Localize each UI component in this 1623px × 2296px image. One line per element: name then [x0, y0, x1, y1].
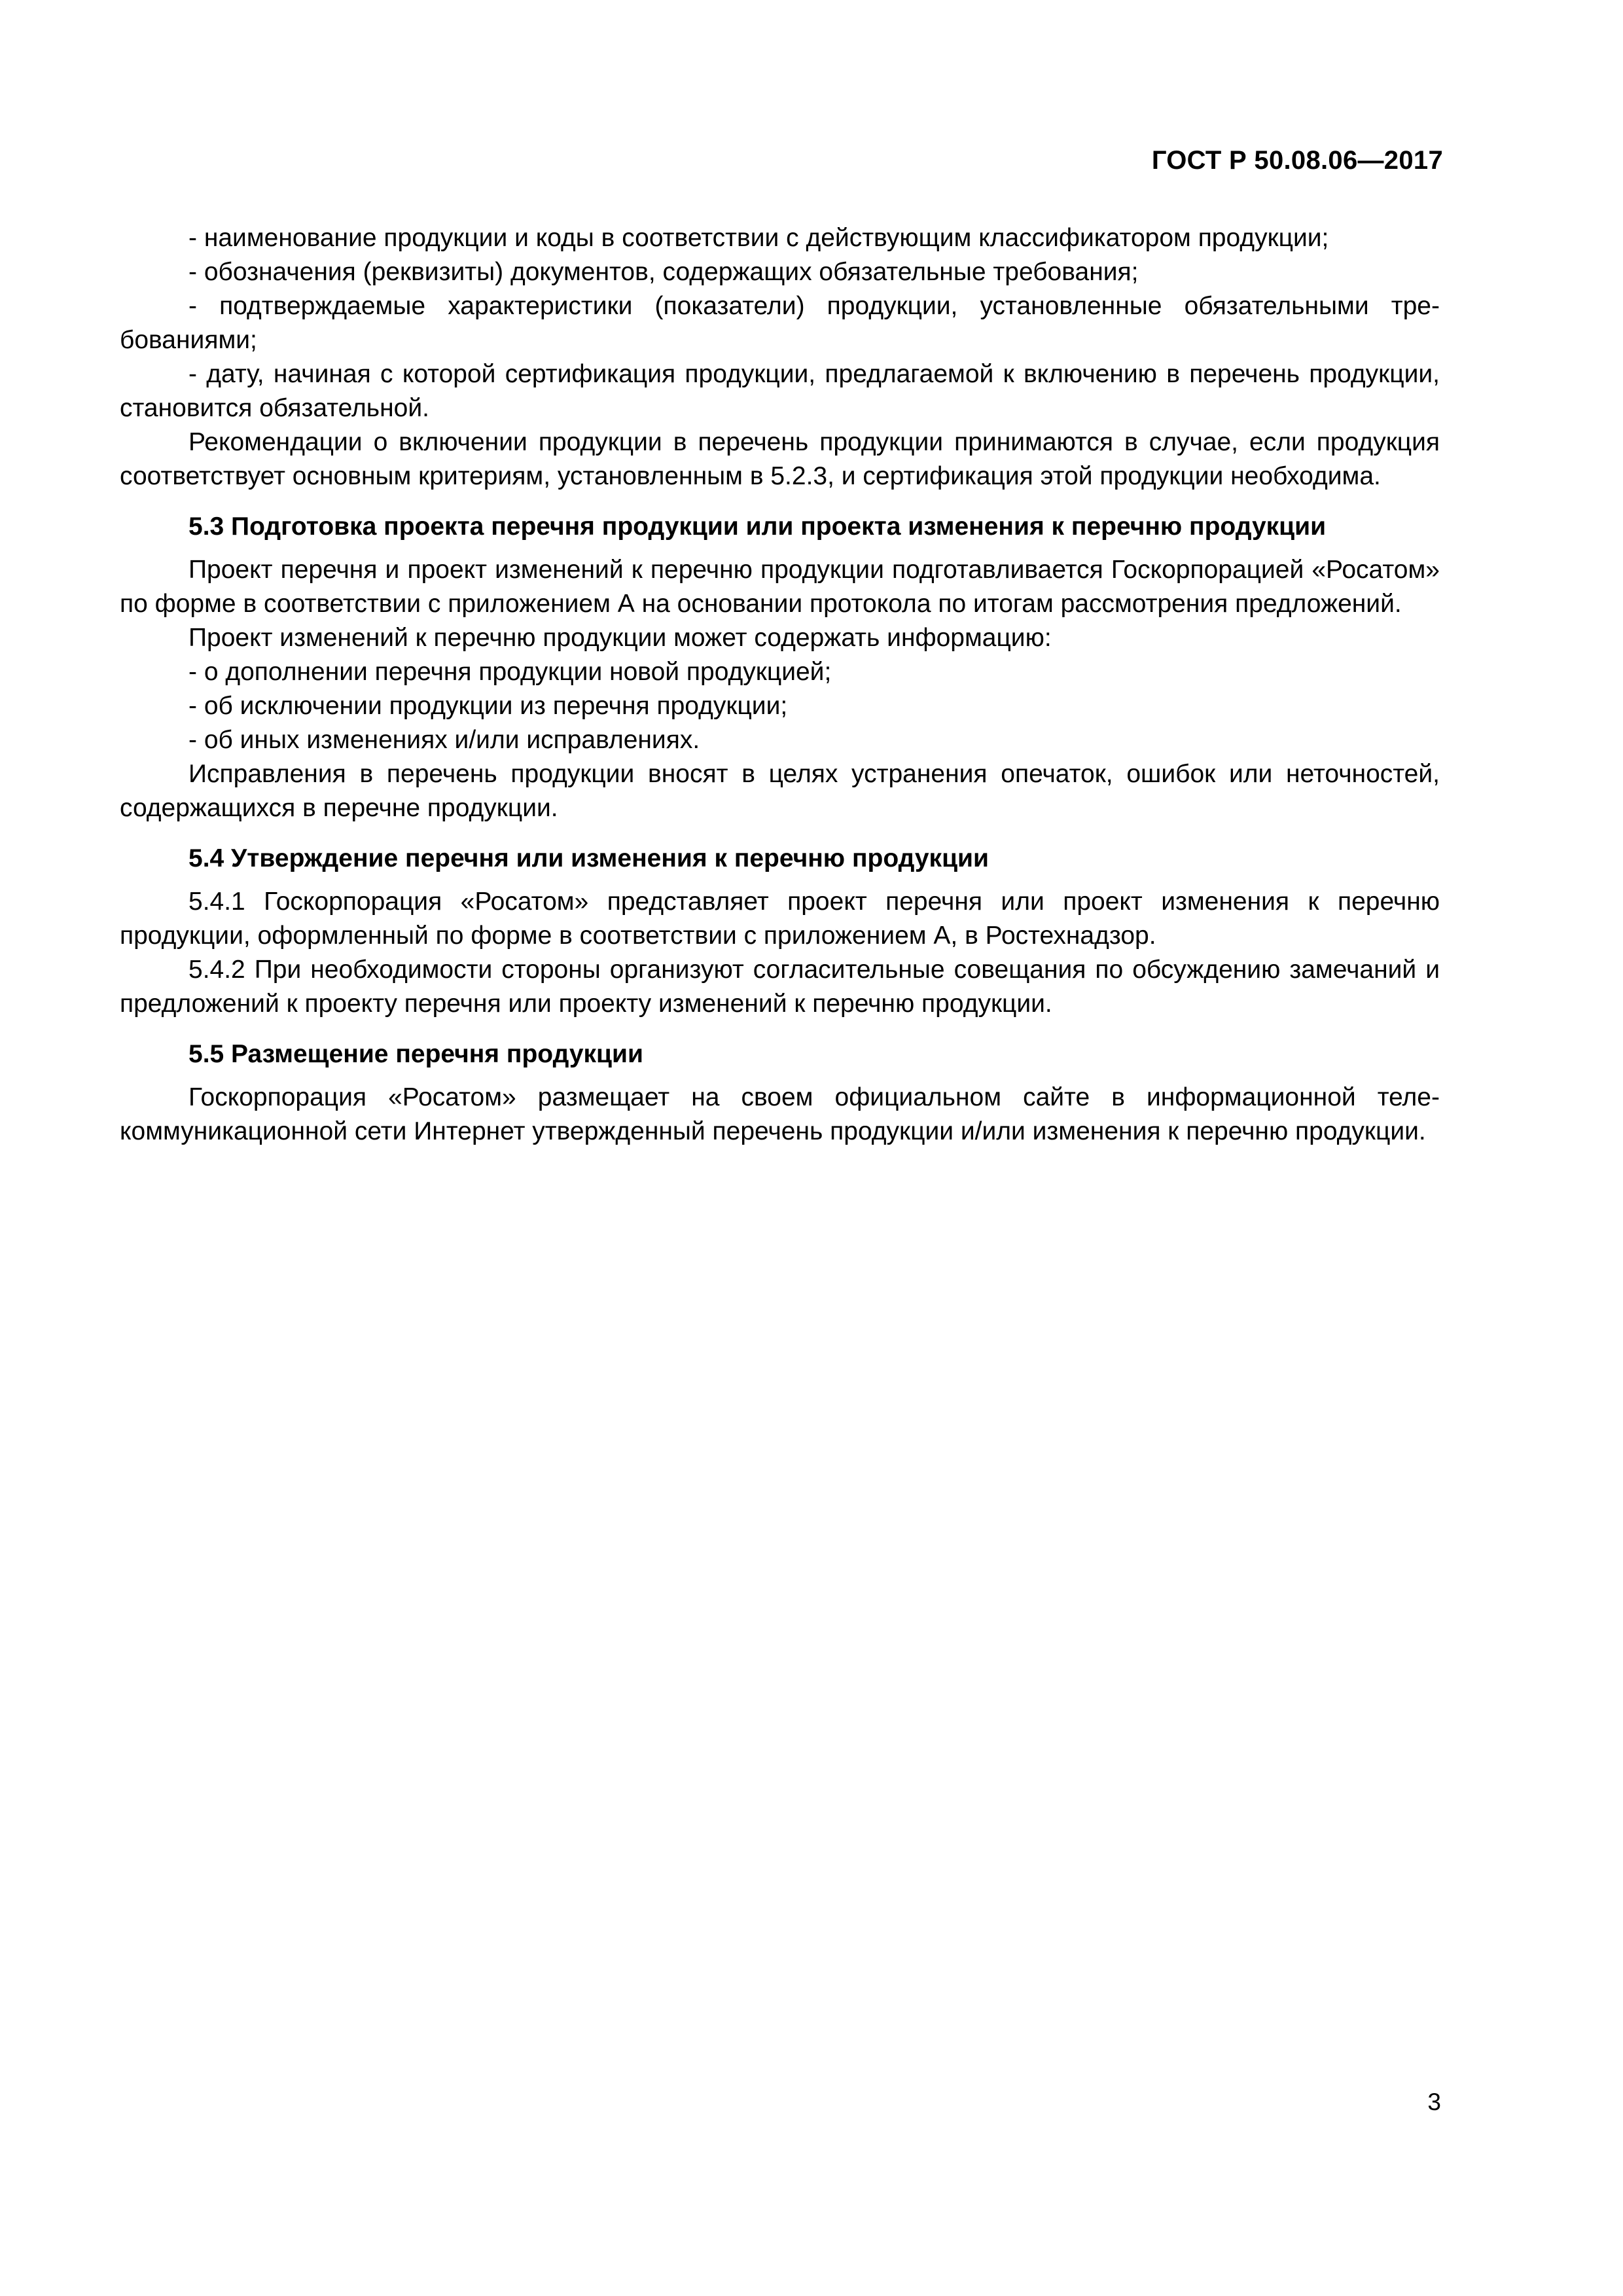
intro-list-item: - подтверждаемые характеристики (показатели) продукции, установленные обязательными требованиями;	[120, 292, 1440, 354]
page-content	[120, 221, 1440, 1149]
section-5-3-list-item: - о дополнении перечня продукции новой продукцией;	[188, 658, 832, 686]
section-5-4-heading: 5.4 Утверждение перечня или изменения к перечню продукции	[188, 844, 989, 872]
section-5-3-paragraph: Исправления в перечень продукции вносят в целях устранения опечаток, ошибок или неточностей, содержащихся в перечне продукции.	[120, 760, 1440, 822]
standard-code-header: ГОСТ Р 50.08.06—2017	[1151, 146, 1443, 175]
page-number: 3	[1427, 2089, 1441, 2115]
clause-5-4-2: 5.4.2 При необходимости стороны организуют согласительные совещания по обсуждению замечаний и предложений к проекту перечня или проекту изменений к перечню продукции.	[120, 956, 1440, 1018]
section-5-5-paragraph: Госкорпорация «Росатом» размещает на своем официальном сайте в информационной телекоммуникационной сети Интернет утвержденный перечень продукции и/или изменения к перечню продукции.	[120, 1083, 1440, 1145]
section-5-3-list-item: - об иных изменениях и/или исправлениях.	[188, 726, 700, 754]
section-5-3-list-item: - об исключении продукции из перечня продукции;	[188, 692, 788, 720]
intro-list-item: - дату, начиная с которой сертификация продукции, предлагаемой к включению в перечень продукции, становится обязательной.	[120, 360, 1440, 422]
section-5-3-paragraph: Проект перечня и проект изменений к перечню продукции подготавливается Госкорпорацией «Росатом» по форме в соответствии с приложением А на основании протокола по итогам рассмотрения предложений.	[120, 556, 1440, 618]
intro-list-item: - обозначения (реквизиты) документов, содержащих обязательные требования;	[188, 258, 1139, 286]
intro-recommendation-paragraph: Рекомендации о включении продукции в перечень продукции принимаются в случае, если продукция соответствует основным критериям, установленным в 5.2.3, и сертификация этой продукции необходима.	[120, 428, 1440, 490]
intro-list-item: - наименование продукции и коды в соответствии с действующим классификатором продукции;	[188, 224, 1329, 252]
section-5-3-paragraph: Проект изменений к перечню продукции может содержать информацию:	[188, 624, 1052, 652]
section-5-3-heading: 5.3 Подготовка проекта перечня продукции или проекта изменения к перечню продукции	[188, 512, 1327, 541]
section-5-5-heading: 5.5 Размещение перечня продукции	[188, 1040, 643, 1068]
clause-5-4-1: 5.4.1 Госкорпорация «Росатом» представляет проект перечня или проект изменения к перечню продукции, оформленный по форме в соответствии с приложением А, в Ростехнадзор.	[120, 888, 1440, 950]
